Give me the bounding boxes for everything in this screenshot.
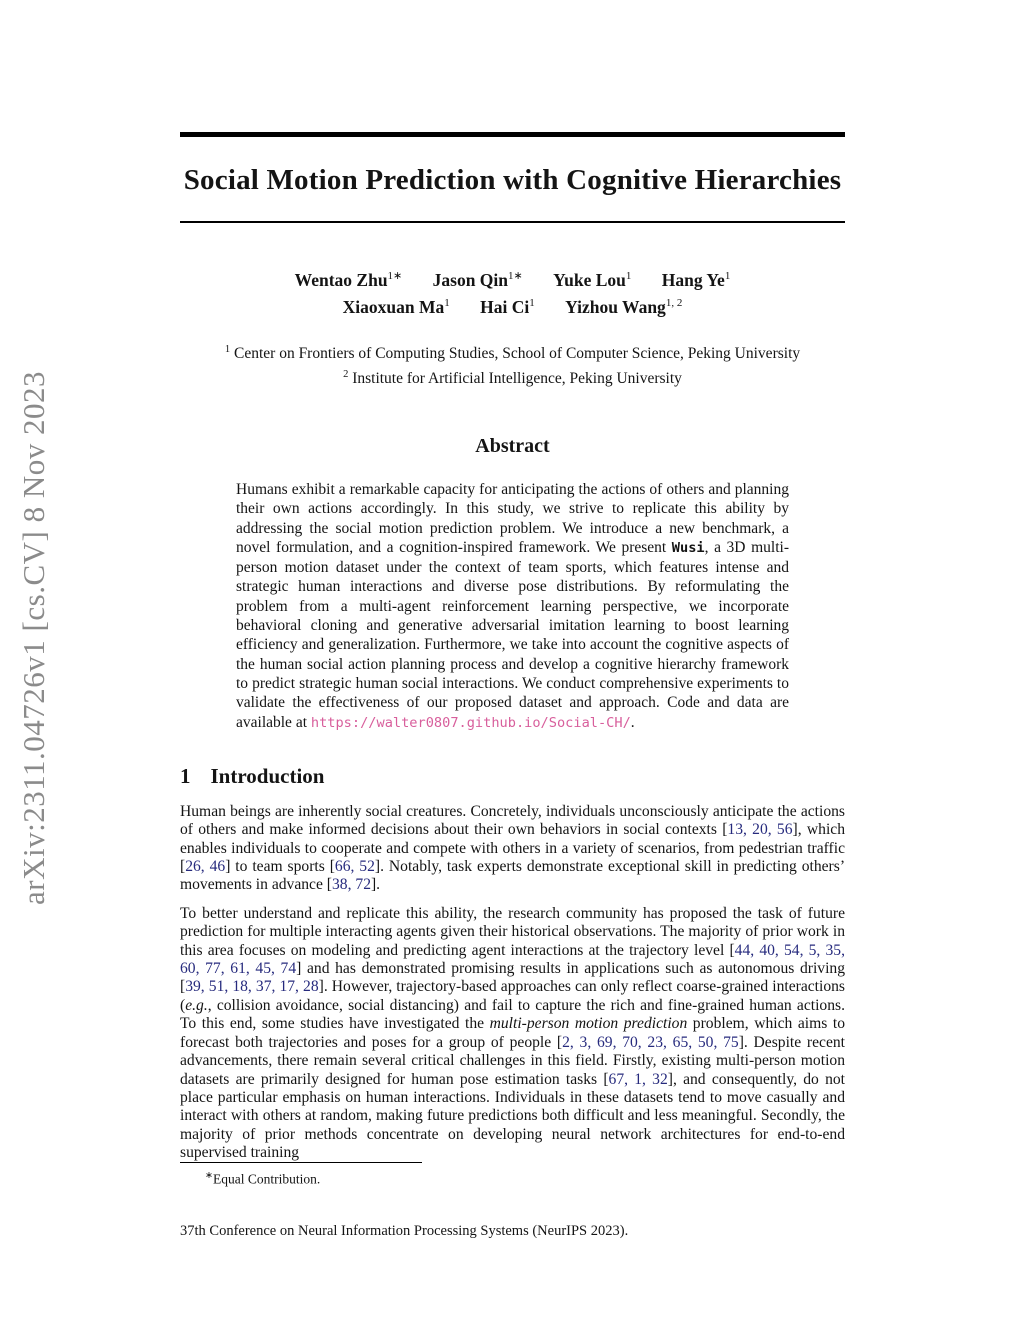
author-name: Yuke Lou [553, 269, 626, 290]
footnote-marker: ∗ [205, 1171, 213, 1181]
affiliation-text: Institute for Artificial Intelligence, Peking University [352, 370, 682, 388]
italic-text: multi-person motion prediction [489, 1015, 688, 1033]
author [480, 292, 535, 319]
citation-link[interactable]: 44, 40, 54, 5, 35, 60, 77, 61, 45, 74 [180, 941, 845, 978]
text-segment: ] to team sports [ [225, 858, 335, 876]
author [433, 265, 523, 292]
affiliation-line [180, 364, 845, 390]
author-superscript: 1 [625, 270, 632, 282]
section-heading [180, 763, 845, 789]
text-segment: Human beings are inherently social creatures. Concretely, individuals unconsciously anticipate the actions of others and make informed decisions about their own behaviors in social contexts [ [180, 802, 845, 839]
footnote-label: Equal Contribution. [212, 1171, 321, 1187]
citation-link[interactable]: 39, 51, 18, 37, 17, 28 [185, 978, 319, 996]
author-name: Xiaoxuan Ma [342, 296, 445, 317]
affiliation-text: Center on Frontiers of Computing Studies, School of Computer Science, Peking University [234, 344, 801, 362]
footnote-rule [180, 1162, 422, 1163]
text-segment: problem, which aims to forecast both trajectories and poses for a group of people [ [180, 1015, 845, 1051]
author [343, 292, 450, 319]
author-superscript: 1∗ [508, 270, 523, 282]
abstract-heading: Abstract [475, 434, 550, 457]
author [662, 265, 731, 292]
text-segment: , a 3D multi-person motion dataset under the context of team sports, which features intense and strategic human interactions and diverse pose distributions. By reformulating the problem from a multi-agent reinforcement learning perspective, we incorporate behavioral cloning and generative adversarial imitation learning to boost learning efficiency and generalization. Furthermore, we take into account the cognitive aspects of the human social action planning process and develop a cognitive hierarchy framework to predict strategic human social interactions. We conduct comprehensive experiments to validate the effectiveness of our proposed dataset and approach. Code and data are available at [236, 538, 789, 731]
citation-link[interactable]: 2, 3, 69, 70, 23, 65, 50, 75 [562, 1033, 739, 1051]
author-name: Hai Ci [480, 296, 530, 317]
author-name: Jason Qin [432, 269, 509, 290]
citation-link[interactable]: 13, 20, 56 [727, 821, 793, 839]
authors-block [180, 265, 845, 319]
title-rule [180, 221, 845, 223]
citation-link[interactable]: 26, 46 [185, 858, 226, 876]
text-segment: . [630, 713, 635, 731]
author-name: Hang Ye [661, 269, 725, 290]
author [565, 292, 682, 319]
text-segment: Humans exhibit a remarkable capacity for anticipating the actions of others and planning their own actions accordingly. In this study, we strive to replicate this ability by addressing the social motion prediction problem. We introduce a new benchmark, a novel formulation, and a cognition-inspired framework. We present [236, 480, 789, 556]
authors-line-1 [180, 265, 845, 292]
author-superscript: 1∗ [387, 270, 403, 282]
text-segment: , collision avoidance, social distancing) and fail to capture the rich and fine-grained human actions. To this end, some studies have investigated the [180, 996, 845, 1033]
author-superscript: 1, 2 [665, 296, 683, 309]
author-superscript: 1 [529, 296, 535, 309]
footnote-block [180, 1162, 845, 1188]
author [553, 265, 631, 292]
intro-paragraph-2 [180, 905, 845, 1163]
section-title: Introduction [210, 763, 325, 788]
affiliation-superscript: 1 [224, 343, 231, 355]
paper-title: Social Motion Prediction with Cognitive Hierarchies [183, 164, 842, 196]
section-number: 1 [180, 763, 191, 788]
author [295, 265, 403, 292]
text-segment: ], and consequently, do not place particular emphasis on human interactions. Individuals in these datasets tend to move casually and interact with others at random, making future predictions both difficult and less meaningful. Secondly, the majority of prior methods concentrate on developing neural network architectures for end-to-end supervised training [180, 1070, 845, 1162]
author-name: Wentao Zhu [294, 269, 388, 290]
text-segment: ]. Despite recent advancements, there remain several critical challenges in this field. Firstly, existing multi-person motion datasets are primarily designed for human pose estimation tasks [ [180, 1033, 846, 1088]
text-segment: ]. Notably, task experts demonstrate exceptional skill in predicting others’ movements in advance [ [180, 858, 846, 894]
paper-content [180, 0, 846, 1239]
citation-link[interactable]: 66, 52 [334, 858, 375, 876]
intro-paragraph-1 [180, 803, 845, 895]
text-segment: To better understand and replicate this ability, the research community has proposed the task of future prediction for multiple interacting agents given their historical observations. The majority of prior work in this area focuses on modeling and predicting agent interactions at the trajectory level [ [180, 904, 845, 959]
affiliation-line [180, 339, 845, 365]
author-name: Yizhou Wang [565, 296, 666, 317]
footnote-text [180, 1168, 845, 1188]
text-segment: ] and has demonstrated promising results in applications such as autonomous driving [ [180, 960, 846, 996]
text-segment: ]. However, trajectory-based approaches can only reflect coarse-grained interactions ( [180, 978, 845, 1014]
arxiv-watermark: arXiv:2311.04726v1 [cs.CV] 8 Nov 2023 [16, 371, 51, 905]
dataset-name: Wusi [671, 539, 705, 556]
affiliation-superscript: 2 [343, 369, 349, 381]
italic-text: e.g. [185, 996, 208, 1014]
author-superscript: 1 [724, 270, 731, 282]
citation-link[interactable]: 67, 1, 32 [608, 1070, 668, 1088]
text-segment: ]. [370, 876, 381, 894]
top-rule [180, 132, 845, 137]
text-segment: ], which enables individuals to cooperate and compete with others in a variety of scenarios, from pedestrian traffic [ [180, 821, 845, 876]
conference-footer: 37th Conference on Neural Information Processing Systems (NeurIPS 2023). [180, 1223, 629, 1239]
affiliations-block [180, 339, 845, 390]
authors-line-2 [180, 292, 845, 319]
citation-link[interactable]: 38, 72 [332, 876, 371, 894]
abstract-text [236, 480, 789, 733]
author-superscript: 1 [444, 296, 450, 309]
url-link[interactable]: https://walter0807.github.io/Social-CH/ [310, 714, 631, 731]
